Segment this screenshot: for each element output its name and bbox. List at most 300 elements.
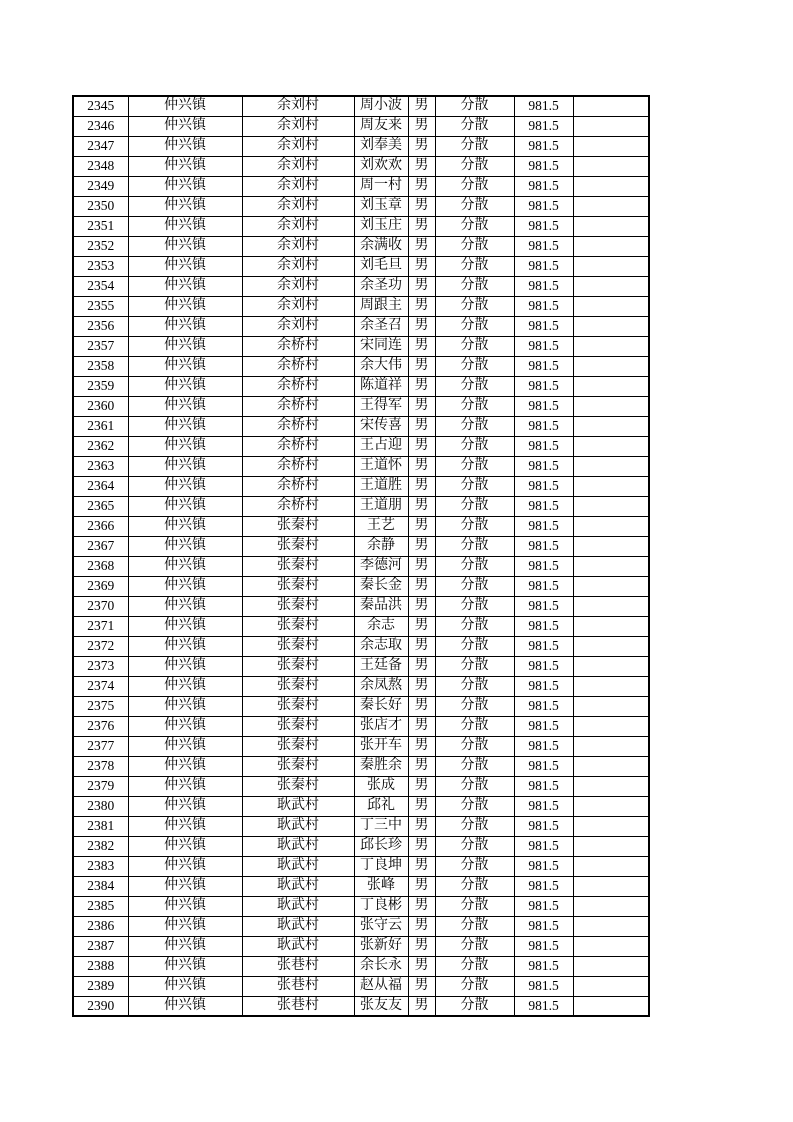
table-row	[73, 776, 649, 796]
cell-amount: 981.5	[514, 636, 573, 656]
table-row	[73, 976, 649, 996]
cell-name: 张店才	[354, 716, 408, 736]
cell-serial: 2360	[73, 396, 128, 416]
table-row	[73, 896, 649, 916]
cell-name: 张成	[354, 776, 408, 796]
cell-name: 王廷备	[354, 656, 408, 676]
cell-settlement-type: 分散	[435, 276, 514, 296]
table-row	[73, 356, 649, 376]
cell-town: 仲兴镇	[128, 536, 242, 556]
cell-name: 张友友	[354, 996, 408, 1016]
cell-gender: 男	[408, 236, 435, 256]
cell-blank	[573, 236, 649, 256]
cell-town: 仲兴镇	[128, 496, 242, 516]
cell-settlement-type: 分散	[435, 816, 514, 836]
cell-settlement-type: 分散	[435, 336, 514, 356]
table-row	[73, 236, 649, 256]
cell-name: 王道胜	[354, 476, 408, 496]
cell-village: 余刘村	[242, 176, 354, 196]
cell-town: 仲兴镇	[128, 896, 242, 916]
cell-gender: 男	[408, 316, 435, 336]
cell-serial: 2348	[73, 156, 128, 176]
cell-village: 耿武村	[242, 836, 354, 856]
cell-town: 仲兴镇	[128, 356, 242, 376]
table-row	[73, 716, 649, 736]
cell-serial: 2368	[73, 556, 128, 576]
table-row	[73, 476, 649, 496]
cell-town: 仲兴镇	[128, 436, 242, 456]
cell-village: 余刘村	[242, 136, 354, 156]
cell-gender: 男	[408, 436, 435, 456]
cell-amount: 981.5	[514, 176, 573, 196]
cell-name: 周友来	[354, 116, 408, 136]
cell-amount: 981.5	[514, 736, 573, 756]
table-row	[73, 456, 649, 476]
table-row	[73, 616, 649, 636]
table-row	[73, 336, 649, 356]
table-row	[73, 596, 649, 616]
cell-amount: 981.5	[514, 536, 573, 556]
cell-village: 张秦村	[242, 756, 354, 776]
cell-village: 余刘村	[242, 156, 354, 176]
cell-blank	[573, 956, 649, 976]
cell-village: 耿武村	[242, 856, 354, 876]
cell-serial: 2381	[73, 816, 128, 836]
table-row	[73, 196, 649, 216]
cell-serial: 2359	[73, 376, 128, 396]
table-row	[73, 636, 649, 656]
table-row	[73, 876, 649, 896]
cell-amount: 981.5	[514, 136, 573, 156]
cell-name: 周一村	[354, 176, 408, 196]
cell-town: 仲兴镇	[128, 676, 242, 696]
cell-amount: 981.5	[514, 756, 573, 776]
table-row	[73, 156, 649, 176]
cell-town: 仲兴镇	[128, 616, 242, 636]
cell-blank	[573, 676, 649, 696]
cell-village: 张巷村	[242, 976, 354, 996]
cell-serial: 2349	[73, 176, 128, 196]
cell-name: 余圣召	[354, 316, 408, 336]
cell-town: 仲兴镇	[128, 196, 242, 216]
cell-town: 仲兴镇	[128, 916, 242, 936]
cell-town: 仲兴镇	[128, 296, 242, 316]
cell-settlement-type: 分散	[435, 796, 514, 816]
cell-name: 余长永	[354, 956, 408, 976]
cell-amount: 981.5	[514, 836, 573, 856]
cell-name: 余静	[354, 536, 408, 556]
table-row	[73, 676, 649, 696]
cell-gender: 男	[408, 796, 435, 816]
cell-village: 余刘村	[242, 276, 354, 296]
cell-amount: 981.5	[514, 256, 573, 276]
cell-town: 仲兴镇	[128, 376, 242, 396]
cell-blank	[573, 876, 649, 896]
cell-gender: 男	[408, 976, 435, 996]
cell-name: 陈道祥	[354, 376, 408, 396]
cell-gender: 男	[408, 356, 435, 376]
cell-serial: 2373	[73, 656, 128, 676]
cell-name: 余大伟	[354, 356, 408, 376]
cell-village: 余桥村	[242, 496, 354, 516]
cell-blank	[573, 896, 649, 916]
cell-town: 仲兴镇	[128, 596, 242, 616]
cell-name: 张开车	[354, 736, 408, 756]
cell-blank	[573, 176, 649, 196]
cell-amount: 981.5	[514, 856, 573, 876]
cell-gender: 男	[408, 756, 435, 776]
cell-blank	[573, 476, 649, 496]
cell-blank	[573, 316, 649, 336]
cell-blank	[573, 916, 649, 936]
cell-serial: 2379	[73, 776, 128, 796]
cell-name: 秦品洪	[354, 596, 408, 616]
cell-name: 王道朋	[354, 496, 408, 516]
cell-village: 余刘村	[242, 196, 354, 216]
cell-gender: 男	[408, 696, 435, 716]
cell-village: 余桥村	[242, 376, 354, 396]
cell-serial: 2371	[73, 616, 128, 636]
cell-amount: 981.5	[514, 276, 573, 296]
cell-village: 张巷村	[242, 996, 354, 1016]
cell-settlement-type: 分散	[435, 956, 514, 976]
cell-village: 张秦村	[242, 776, 354, 796]
cell-town: 仲兴镇	[128, 796, 242, 816]
table-row	[73, 916, 649, 936]
cell-blank	[573, 976, 649, 996]
cell-amount: 981.5	[514, 596, 573, 616]
cell-town: 仲兴镇	[128, 716, 242, 736]
cell-town: 仲兴镇	[128, 136, 242, 156]
cell-name: 刘玉章	[354, 196, 408, 216]
cell-town: 仲兴镇	[128, 416, 242, 436]
cell-name: 余圣功	[354, 276, 408, 296]
cell-amount: 981.5	[514, 796, 573, 816]
cell-village: 张秦村	[242, 636, 354, 656]
cell-settlement-type: 分散	[435, 636, 514, 656]
table-row	[73, 256, 649, 276]
cell-village: 张秦村	[242, 536, 354, 556]
cell-serial: 2345	[73, 96, 128, 116]
records-table	[72, 95, 650, 1017]
cell-town: 仲兴镇	[128, 576, 242, 596]
cell-serial: 2347	[73, 136, 128, 156]
cell-amount: 981.5	[514, 376, 573, 396]
table-row	[73, 176, 649, 196]
table-row	[73, 576, 649, 596]
cell-village: 余桥村	[242, 396, 354, 416]
cell-name: 王道怀	[354, 456, 408, 476]
cell-serial: 2376	[73, 716, 128, 736]
cell-amount: 981.5	[514, 356, 573, 376]
cell-amount: 981.5	[514, 296, 573, 316]
cell-village: 余刘村	[242, 96, 354, 116]
cell-blank	[573, 736, 649, 756]
table-row	[73, 416, 649, 436]
cell-village: 余桥村	[242, 336, 354, 356]
cell-settlement-type: 分散	[435, 576, 514, 596]
cell-settlement-type: 分散	[435, 496, 514, 516]
cell-serial: 2382	[73, 836, 128, 856]
cell-serial: 2358	[73, 356, 128, 376]
cell-gender: 男	[408, 836, 435, 856]
cell-settlement-type: 分散	[435, 396, 514, 416]
cell-town: 仲兴镇	[128, 476, 242, 496]
cell-town: 仲兴镇	[128, 776, 242, 796]
cell-serial: 2388	[73, 956, 128, 976]
cell-town: 仲兴镇	[128, 456, 242, 476]
cell-settlement-type: 分散	[435, 996, 514, 1016]
cell-blank	[573, 376, 649, 396]
cell-serial: 2384	[73, 876, 128, 896]
cell-blank	[573, 536, 649, 556]
cell-name: 刘毛旦	[354, 256, 408, 276]
cell-village: 余刘村	[242, 236, 354, 256]
cell-serial: 2362	[73, 436, 128, 456]
cell-town: 仲兴镇	[128, 856, 242, 876]
cell-name: 赵从福	[354, 976, 408, 996]
cell-serial: 2367	[73, 536, 128, 556]
cell-name: 张守云	[354, 916, 408, 936]
cell-town: 仲兴镇	[128, 256, 242, 276]
cell-blank	[573, 696, 649, 716]
cell-amount: 981.5	[514, 496, 573, 516]
cell-gender: 男	[408, 916, 435, 936]
cell-settlement-type: 分散	[435, 736, 514, 756]
cell-blank	[573, 276, 649, 296]
cell-gender: 男	[408, 636, 435, 656]
cell-name: 余志取	[354, 636, 408, 656]
cell-gender: 男	[408, 276, 435, 296]
cell-gender: 男	[408, 956, 435, 976]
cell-town: 仲兴镇	[128, 636, 242, 656]
cell-name: 余志	[354, 616, 408, 636]
cell-serial: 2364	[73, 476, 128, 496]
cell-name: 王得军	[354, 396, 408, 416]
cell-settlement-type: 分散	[435, 676, 514, 696]
cell-gender: 男	[408, 156, 435, 176]
table-row	[73, 796, 649, 816]
table-row	[73, 96, 649, 116]
cell-village: 余刘村	[242, 116, 354, 136]
cell-village: 耿武村	[242, 796, 354, 816]
cell-blank	[573, 136, 649, 156]
cell-blank	[573, 156, 649, 176]
cell-blank	[573, 456, 649, 476]
cell-village: 余刘村	[242, 316, 354, 336]
cell-settlement-type: 分散	[435, 856, 514, 876]
cell-town: 仲兴镇	[128, 236, 242, 256]
table-row	[73, 656, 649, 676]
cell-settlement-type: 分散	[435, 596, 514, 616]
cell-village: 张秦村	[242, 736, 354, 756]
cell-name: 张新好	[354, 936, 408, 956]
cell-gender: 男	[408, 736, 435, 756]
cell-gender: 男	[408, 676, 435, 696]
cell-amount: 981.5	[514, 116, 573, 136]
cell-blank	[573, 836, 649, 856]
cell-gender: 男	[408, 596, 435, 616]
cell-town: 仲兴镇	[128, 756, 242, 776]
cell-blank	[573, 216, 649, 236]
cell-village: 耿武村	[242, 936, 354, 956]
cell-amount: 981.5	[514, 776, 573, 796]
cell-amount: 981.5	[514, 416, 573, 436]
cell-blank	[573, 256, 649, 276]
cell-settlement-type: 分散	[435, 316, 514, 336]
cell-village: 余桥村	[242, 476, 354, 496]
cell-gender: 男	[408, 536, 435, 556]
cell-amount: 981.5	[514, 96, 573, 116]
cell-village: 余刘村	[242, 296, 354, 316]
cell-blank	[573, 436, 649, 456]
cell-blank	[573, 416, 649, 436]
cell-town: 仲兴镇	[128, 516, 242, 536]
cell-village: 张秦村	[242, 516, 354, 536]
cell-town: 仲兴镇	[128, 956, 242, 976]
cell-name: 王艺	[354, 516, 408, 536]
cell-gender: 男	[408, 816, 435, 836]
cell-blank	[573, 96, 649, 116]
cell-amount: 981.5	[514, 316, 573, 336]
cell-gender: 男	[408, 656, 435, 676]
cell-name: 邱长珍	[354, 836, 408, 856]
cell-name: 宋同连	[354, 336, 408, 356]
cell-blank	[573, 716, 649, 736]
cell-gender: 男	[408, 96, 435, 116]
cell-village: 张秦村	[242, 716, 354, 736]
cell-gender: 男	[408, 716, 435, 736]
cell-serial: 2355	[73, 296, 128, 316]
cell-village: 张秦村	[242, 556, 354, 576]
cell-amount: 981.5	[514, 696, 573, 716]
cell-settlement-type: 分散	[435, 776, 514, 796]
cell-town: 仲兴镇	[128, 996, 242, 1016]
cell-name: 余凤熬	[354, 676, 408, 696]
cell-name: 秦胜余	[354, 756, 408, 776]
cell-village: 张秦村	[242, 696, 354, 716]
cell-village: 耿武村	[242, 916, 354, 936]
cell-gender: 男	[408, 256, 435, 276]
cell-name: 秦长金	[354, 576, 408, 596]
cell-settlement-type: 分散	[435, 156, 514, 176]
cell-gender: 男	[408, 876, 435, 896]
cell-gender: 男	[408, 496, 435, 516]
cell-gender: 男	[408, 376, 435, 396]
cell-gender: 男	[408, 396, 435, 416]
cell-town: 仲兴镇	[128, 96, 242, 116]
cell-blank	[573, 636, 649, 656]
cell-village: 耿武村	[242, 896, 354, 916]
cell-town: 仲兴镇	[128, 336, 242, 356]
cell-serial: 2357	[73, 336, 128, 356]
cell-settlement-type: 分散	[435, 656, 514, 676]
cell-name: 丁良彬	[354, 896, 408, 916]
cell-amount: 981.5	[514, 976, 573, 996]
cell-settlement-type: 分散	[435, 936, 514, 956]
cell-amount: 981.5	[514, 916, 573, 936]
cell-blank	[573, 116, 649, 136]
cell-gender: 男	[408, 896, 435, 916]
cell-amount: 981.5	[514, 656, 573, 676]
cell-town: 仲兴镇	[128, 876, 242, 896]
cell-gender: 男	[408, 856, 435, 876]
cell-amount: 981.5	[514, 876, 573, 896]
cell-gender: 男	[408, 416, 435, 436]
cell-name: 宋传喜	[354, 416, 408, 436]
cell-name: 周跟主	[354, 296, 408, 316]
cell-gender: 男	[408, 556, 435, 576]
cell-name: 丁良坤	[354, 856, 408, 876]
cell-settlement-type: 分散	[435, 516, 514, 536]
cell-name: 刘欢欢	[354, 156, 408, 176]
cell-blank	[573, 816, 649, 836]
table-row	[73, 756, 649, 776]
cell-blank	[573, 556, 649, 576]
cell-village: 张秦村	[242, 616, 354, 636]
cell-serial: 2385	[73, 896, 128, 916]
cell-serial: 2374	[73, 676, 128, 696]
cell-amount: 981.5	[514, 396, 573, 416]
cell-name: 余满收	[354, 236, 408, 256]
cell-blank	[573, 396, 649, 416]
table-row	[73, 316, 649, 336]
cell-serial: 2350	[73, 196, 128, 216]
table-row	[73, 396, 649, 416]
cell-village: 余桥村	[242, 436, 354, 456]
cell-serial: 2372	[73, 636, 128, 656]
cell-name: 周小波	[354, 96, 408, 116]
cell-village: 张秦村	[242, 676, 354, 696]
table-row	[73, 296, 649, 316]
cell-serial: 2386	[73, 916, 128, 936]
table-row	[73, 816, 649, 836]
cell-town: 仲兴镇	[128, 556, 242, 576]
cell-amount: 981.5	[514, 956, 573, 976]
table-row	[73, 996, 649, 1016]
cell-town: 仲兴镇	[128, 276, 242, 296]
cell-settlement-type: 分散	[435, 136, 514, 156]
cell-settlement-type: 分散	[435, 756, 514, 776]
cell-amount: 981.5	[514, 816, 573, 836]
cell-name: 刘奉美	[354, 136, 408, 156]
cell-town: 仲兴镇	[128, 396, 242, 416]
cell-amount: 981.5	[514, 896, 573, 916]
cell-settlement-type: 分散	[435, 556, 514, 576]
table-row	[73, 216, 649, 236]
cell-village: 张秦村	[242, 656, 354, 676]
cell-settlement-type: 分散	[435, 216, 514, 236]
cell-blank	[573, 616, 649, 636]
table-row	[73, 556, 649, 576]
cell-gender: 男	[408, 616, 435, 636]
cell-name: 丁三中	[354, 816, 408, 836]
cell-settlement-type: 分散	[435, 616, 514, 636]
cell-amount: 981.5	[514, 516, 573, 536]
table-row	[73, 516, 649, 536]
cell-town: 仲兴镇	[128, 656, 242, 676]
cell-amount: 981.5	[514, 996, 573, 1016]
cell-name: 张峰	[354, 876, 408, 896]
cell-town: 仲兴镇	[128, 936, 242, 956]
cell-serial: 2354	[73, 276, 128, 296]
cell-settlement-type: 分散	[435, 96, 514, 116]
cell-settlement-type: 分散	[435, 976, 514, 996]
table-row	[73, 116, 649, 136]
cell-blank	[573, 996, 649, 1016]
table-row	[73, 956, 649, 976]
cell-town: 仲兴镇	[128, 176, 242, 196]
